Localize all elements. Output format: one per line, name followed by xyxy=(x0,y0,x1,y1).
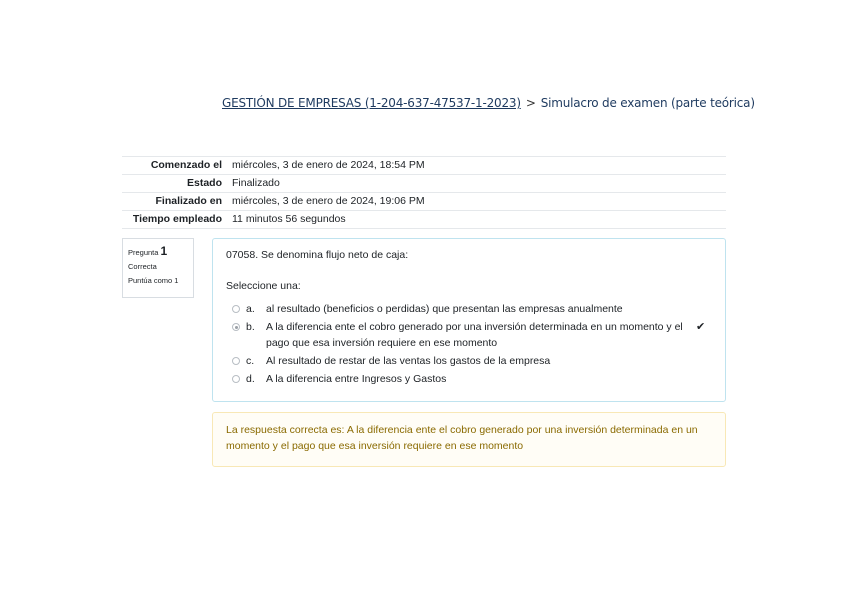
question-number-value: 1 xyxy=(160,244,168,258)
summary-label: Finalizado en xyxy=(122,193,232,211)
answer-option-c[interactable] xyxy=(226,353,712,369)
radio-icon[interactable] xyxy=(232,305,240,313)
option-text: Al resultado de restar de las ventas los gastos de la empresa xyxy=(266,355,551,367)
answer-option-d[interactable] xyxy=(226,371,712,387)
summary-row-finished xyxy=(122,193,726,211)
breadcrumb-separator: > xyxy=(525,96,536,110)
option-letter: d. xyxy=(246,373,255,385)
summary-value: 11 minutos 56 segundos xyxy=(232,211,726,229)
correct-check-icon: ✔ xyxy=(696,321,706,333)
answer-options xyxy=(226,301,712,387)
breadcrumb-current: Simulacro de examen (parte teórica) xyxy=(540,96,755,110)
option-text: al resultado (beneficios o perdidas) que presentan las empresas anualmente xyxy=(266,303,623,315)
summary-row-state xyxy=(122,175,726,193)
radio-icon[interactable] xyxy=(232,375,240,383)
summary-row-time-taken xyxy=(122,211,726,229)
answer-option-a[interactable] xyxy=(226,301,712,317)
summary-value: miércoles, 3 de enero de 2024, 19:06 PM xyxy=(232,193,726,211)
question-text: 07058. Se denomina flujo neto de caja: xyxy=(226,249,409,261)
option-text: A la diferencia ente el cobro generado por una inversión determinada en un momento y el pago que esa inversión requiere en ese momento xyxy=(266,321,683,349)
answer-option-b[interactable] xyxy=(226,319,712,351)
question-number xyxy=(128,244,193,260)
summary-label: Estado xyxy=(122,175,232,193)
option-text: A la diferencia entre Ingresos y Gastos xyxy=(266,373,447,385)
breadcrumb xyxy=(222,96,755,110)
breadcrumb-course-link[interactable]: GESTIÓN DE EMPRESAS (1-204-637-47537-1-2023) xyxy=(222,96,521,110)
question-grade: Puntúa como 1 xyxy=(128,276,179,285)
radio-selected-icon[interactable] xyxy=(232,323,240,331)
option-letter: b. xyxy=(246,321,255,333)
attempt-summary-table xyxy=(122,156,726,229)
summary-label: Tiempo empleado xyxy=(122,211,232,229)
question-state: Correcta xyxy=(128,262,157,271)
radio-icon[interactable] xyxy=(232,357,240,365)
question-info-box xyxy=(122,238,194,298)
summary-row-started xyxy=(122,157,726,175)
question-number-label: Pregunta xyxy=(128,248,159,257)
question-formulation xyxy=(212,238,726,402)
summary-value: Finalizado xyxy=(232,175,726,193)
summary-value: miércoles, 3 de enero de 2024, 18:54 PM xyxy=(232,157,726,175)
correct-answer-feedback: La respuesta correcta es: A la diferencia ente el cobro generado por una inversión determinada en un momento y el pago que esa inversión requiere en ese momento xyxy=(212,412,726,467)
question-prompt: Seleccione una: xyxy=(226,280,301,292)
option-letter: a. xyxy=(246,303,255,315)
summary-label: Comenzado el xyxy=(122,157,232,175)
option-letter: c. xyxy=(246,355,255,367)
